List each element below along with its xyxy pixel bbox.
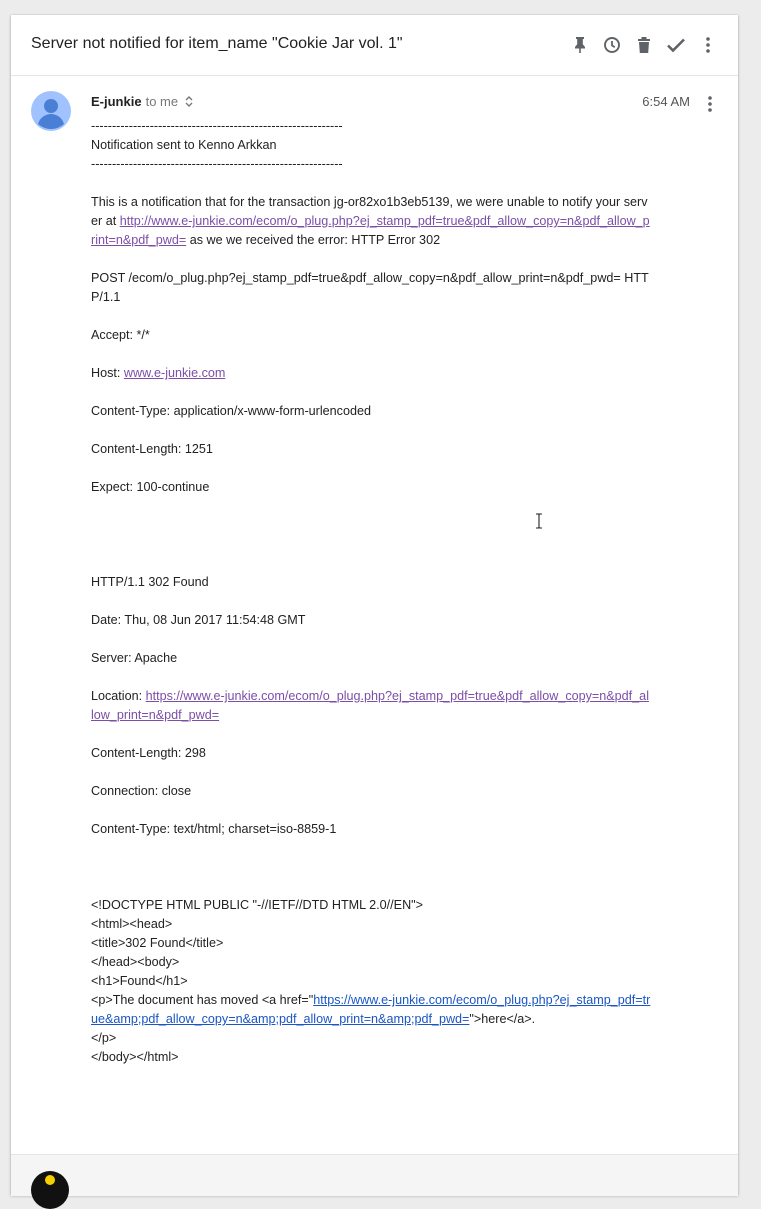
- pin-icon: [572, 36, 588, 54]
- notification-line: Notification sent to Kenno Arkkan: [91, 138, 277, 152]
- done-button[interactable]: [660, 33, 692, 57]
- html-line: <!DOCTYPE HTML PUBLIC "-//IETF//DTD HTML 2.0//EN">: [91, 898, 423, 912]
- date-line: Date: Thu, 08 Jun 2017 11:54:48 GMT: [91, 613, 306, 627]
- more-vert-icon: [705, 36, 711, 54]
- server-url-link[interactable]: http://www.e-junkie.com/ecom/o_plug.php?ej_stamp_pdf=true&pdf_allow_copy=n&pdf_allow_print=n&pdf_pwd=: [91, 214, 650, 247]
- check-icon: [666, 37, 686, 53]
- message-body: [91, 117, 651, 1067]
- message-time: 6:54 AM: [642, 94, 690, 109]
- pin-button[interactable]: [564, 33, 596, 57]
- intro-paragraph: [91, 193, 651, 250]
- html-line: <html><head>: [91, 917, 173, 931]
- user-avatar[interactable]: [31, 1171, 69, 1209]
- html-paragraph-line: [91, 991, 651, 1029]
- accept-line: Accept: */*: [91, 328, 150, 342]
- connection-line: Connection: close: [91, 784, 192, 798]
- divider-top: ------------------------------------------------------------: [91, 119, 343, 133]
- email-subject: Server not notified for item_name "Cookie Jar vol. 1": [31, 35, 403, 52]
- intro-prefix: This is a notification that for the transaction jg-or82xo1b3eb5139, we were unable to notify your server at: [91, 195, 648, 228]
- html-line: </head><body>: [91, 955, 180, 969]
- expect-line: Expect: 100-continue: [91, 480, 210, 494]
- html-line: </p>: [91, 1031, 117, 1045]
- recipient-label: to me: [145, 94, 179, 109]
- show-details-button[interactable]: [185, 96, 193, 107]
- html-p-prefix: <p>The document has moved <a href=": [91, 993, 314, 1007]
- content-type-line: Content-Type: application/x-www-form-urlencoded: [91, 404, 371, 418]
- moved-document-link[interactable]: https://www.e-junkie.com/ecom/o_plug.php?ej_stamp_pdf=true&amp;pdf_allow_copy=n&amp;pdf_allow_print=n&amp;pdf_pwd=: [91, 993, 651, 1026]
- sender-name[interactable]: E-junkie: [91, 94, 142, 109]
- more-vert-icon: [707, 95, 713, 113]
- status-line: HTTP/1.1 302 Found: [91, 575, 209, 589]
- reply-area: [11, 1154, 738, 1196]
- location-link[interactable]: https://www.e-junkie.com/ecom/o_plug.php?ej_stamp_pdf=true&pdf_allow_copy=n&pdf_allow_print=n&pdf_pwd=: [91, 689, 649, 722]
- person-avatar-icon: [31, 91, 71, 131]
- text-cursor-icon: [534, 513, 544, 529]
- divider-bottom: ------------------------------------------------------------: [91, 157, 343, 171]
- snooze-icon: [603, 36, 621, 54]
- server-line: Server: Apache: [91, 651, 178, 665]
- delete-button[interactable]: [628, 33, 660, 57]
- host-line: [91, 364, 651, 383]
- content-type2-line: Content-Type: text/html; charset=iso-8859-1: [91, 822, 337, 836]
- email-header: [11, 15, 738, 76]
- location-prefix: Location:: [91, 689, 146, 703]
- post-line: POST /ecom/o_plug.php?ej_stamp_pdf=true&pdf_allow_copy=n&pdf_allow_print=n&pdf_pwd= HTTP/1.1: [91, 271, 649, 304]
- html-p-suffix: ">here</a>.: [469, 1012, 536, 1026]
- intro-suffix: as we we received the error: HTTP Error 302: [186, 233, 441, 247]
- more-options-button[interactable]: [692, 33, 724, 57]
- host-prefix: Host:: [91, 366, 124, 380]
- email-message: [11, 76, 738, 1154]
- header-actions: [564, 33, 724, 57]
- sender-avatar[interactable]: [31, 91, 71, 131]
- location-line: [91, 687, 651, 725]
- html-line: <title>302 Found</title>: [91, 936, 224, 950]
- email-card: [11, 15, 738, 1195]
- content-length-line: Content-Length: 1251: [91, 442, 213, 456]
- host-link[interactable]: www.e-junkie.com: [123, 366, 226, 380]
- unfold-icon: [185, 96, 193, 107]
- html-line: <h1>Found</h1>: [91, 974, 188, 988]
- html-line: </body></html>: [91, 1050, 179, 1064]
- content-length2-line: Content-Length: 298: [91, 746, 206, 760]
- message-more-button[interactable]: [698, 92, 722, 116]
- snooze-button[interactable]: [596, 33, 628, 57]
- trash-icon: [637, 36, 651, 54]
- sender-row: [91, 94, 193, 109]
